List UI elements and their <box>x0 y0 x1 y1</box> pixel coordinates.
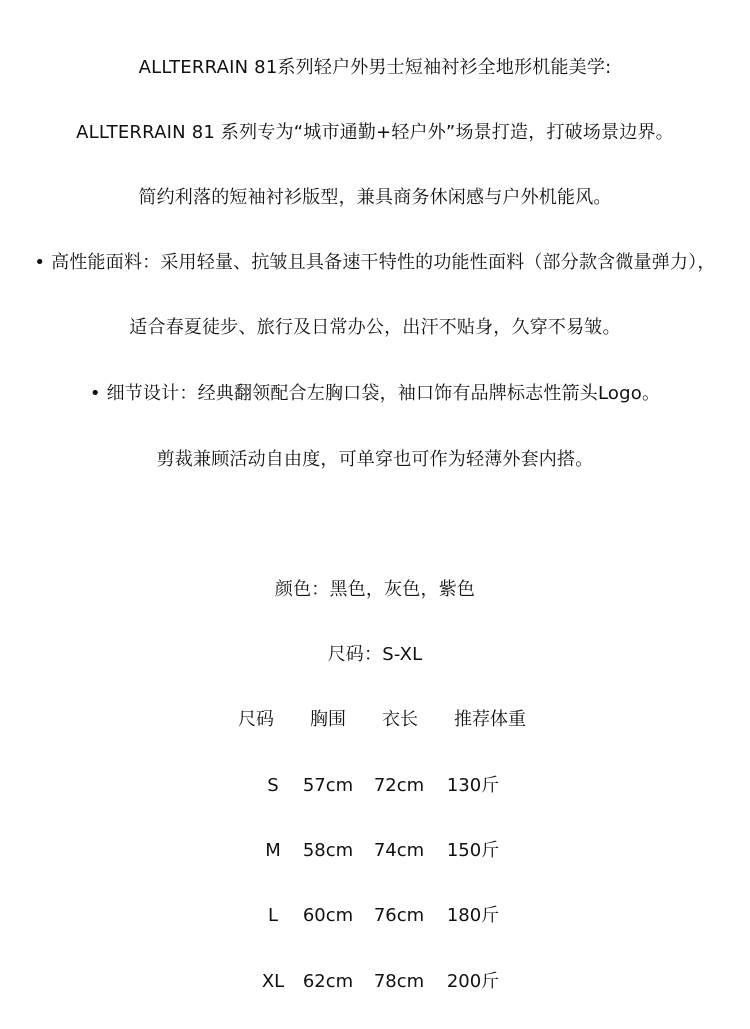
table-row <box>0 903 750 929</box>
cell-chest: 62cm <box>302 971 354 992</box>
feature-design-detail: 剪裁兼顾活动自由度，可单穿也可作为轻薄外套内搭。 <box>156 449 594 470</box>
size-range: 尺码：S-XL <box>327 644 423 665</box>
cell-length: 72cm <box>373 775 425 796</box>
cell-length: 74cm <box>373 840 425 861</box>
header-length: 衣长 <box>382 709 418 730</box>
header-chest: 胸围 <box>310 709 346 730</box>
feature-fabric-detail: 适合春夏徒步、旅行及日常办公，出汗不贴身，久穿不易皱。 <box>129 317 621 338</box>
header-weight: 推荐体重 <box>454 709 526 730</box>
cell-chest: 57cm <box>302 775 354 796</box>
cell-weight: 130斤 <box>446 775 500 796</box>
cell-size: S <box>267 775 279 796</box>
cell-size: L <box>267 905 279 926</box>
cell-size: XL <box>261 971 285 992</box>
feature-fabric: • 高性能面料：采用轻量、抗皱且具备速干特性的功能性面料（部分款含微量弹力）， <box>34 252 716 273</box>
intro-positioning: ALLTERRAIN 81 系列专为“城市通勤+轻户外”场景打造，打破场景边界。 <box>76 122 674 143</box>
cell-weight: 200斤 <box>446 971 500 992</box>
cell-size: M <box>265 840 281 861</box>
cell-length: 78cm <box>373 971 425 992</box>
cell-weight: 150斤 <box>446 840 500 861</box>
table-row <box>0 969 750 995</box>
cell-length: 76cm <box>373 905 425 926</box>
header-size: 尺码 <box>238 709 274 730</box>
intro-title: ALLTERRAIN 81系列轻户外男士短袖衬衫全地形机能美学: <box>138 57 612 78</box>
size-table-header <box>0 707 750 733</box>
cell-chest: 60cm <box>302 905 354 926</box>
color-options: 颜色：黑色，灰色，紫色 <box>274 579 476 600</box>
table-row <box>0 773 750 799</box>
cell-chest: 58cm <box>302 840 354 861</box>
intro-style: 简约利落的短袖衬衫版型，兼具商务休闲感与户外机能风。 <box>138 187 612 208</box>
feature-design: • 细节设计：经典翻领配合左胸口袋，袖口饰有品牌标志性箭头Logo。 <box>89 383 661 404</box>
cell-weight: 180斤 <box>446 905 500 926</box>
table-row <box>0 838 750 864</box>
